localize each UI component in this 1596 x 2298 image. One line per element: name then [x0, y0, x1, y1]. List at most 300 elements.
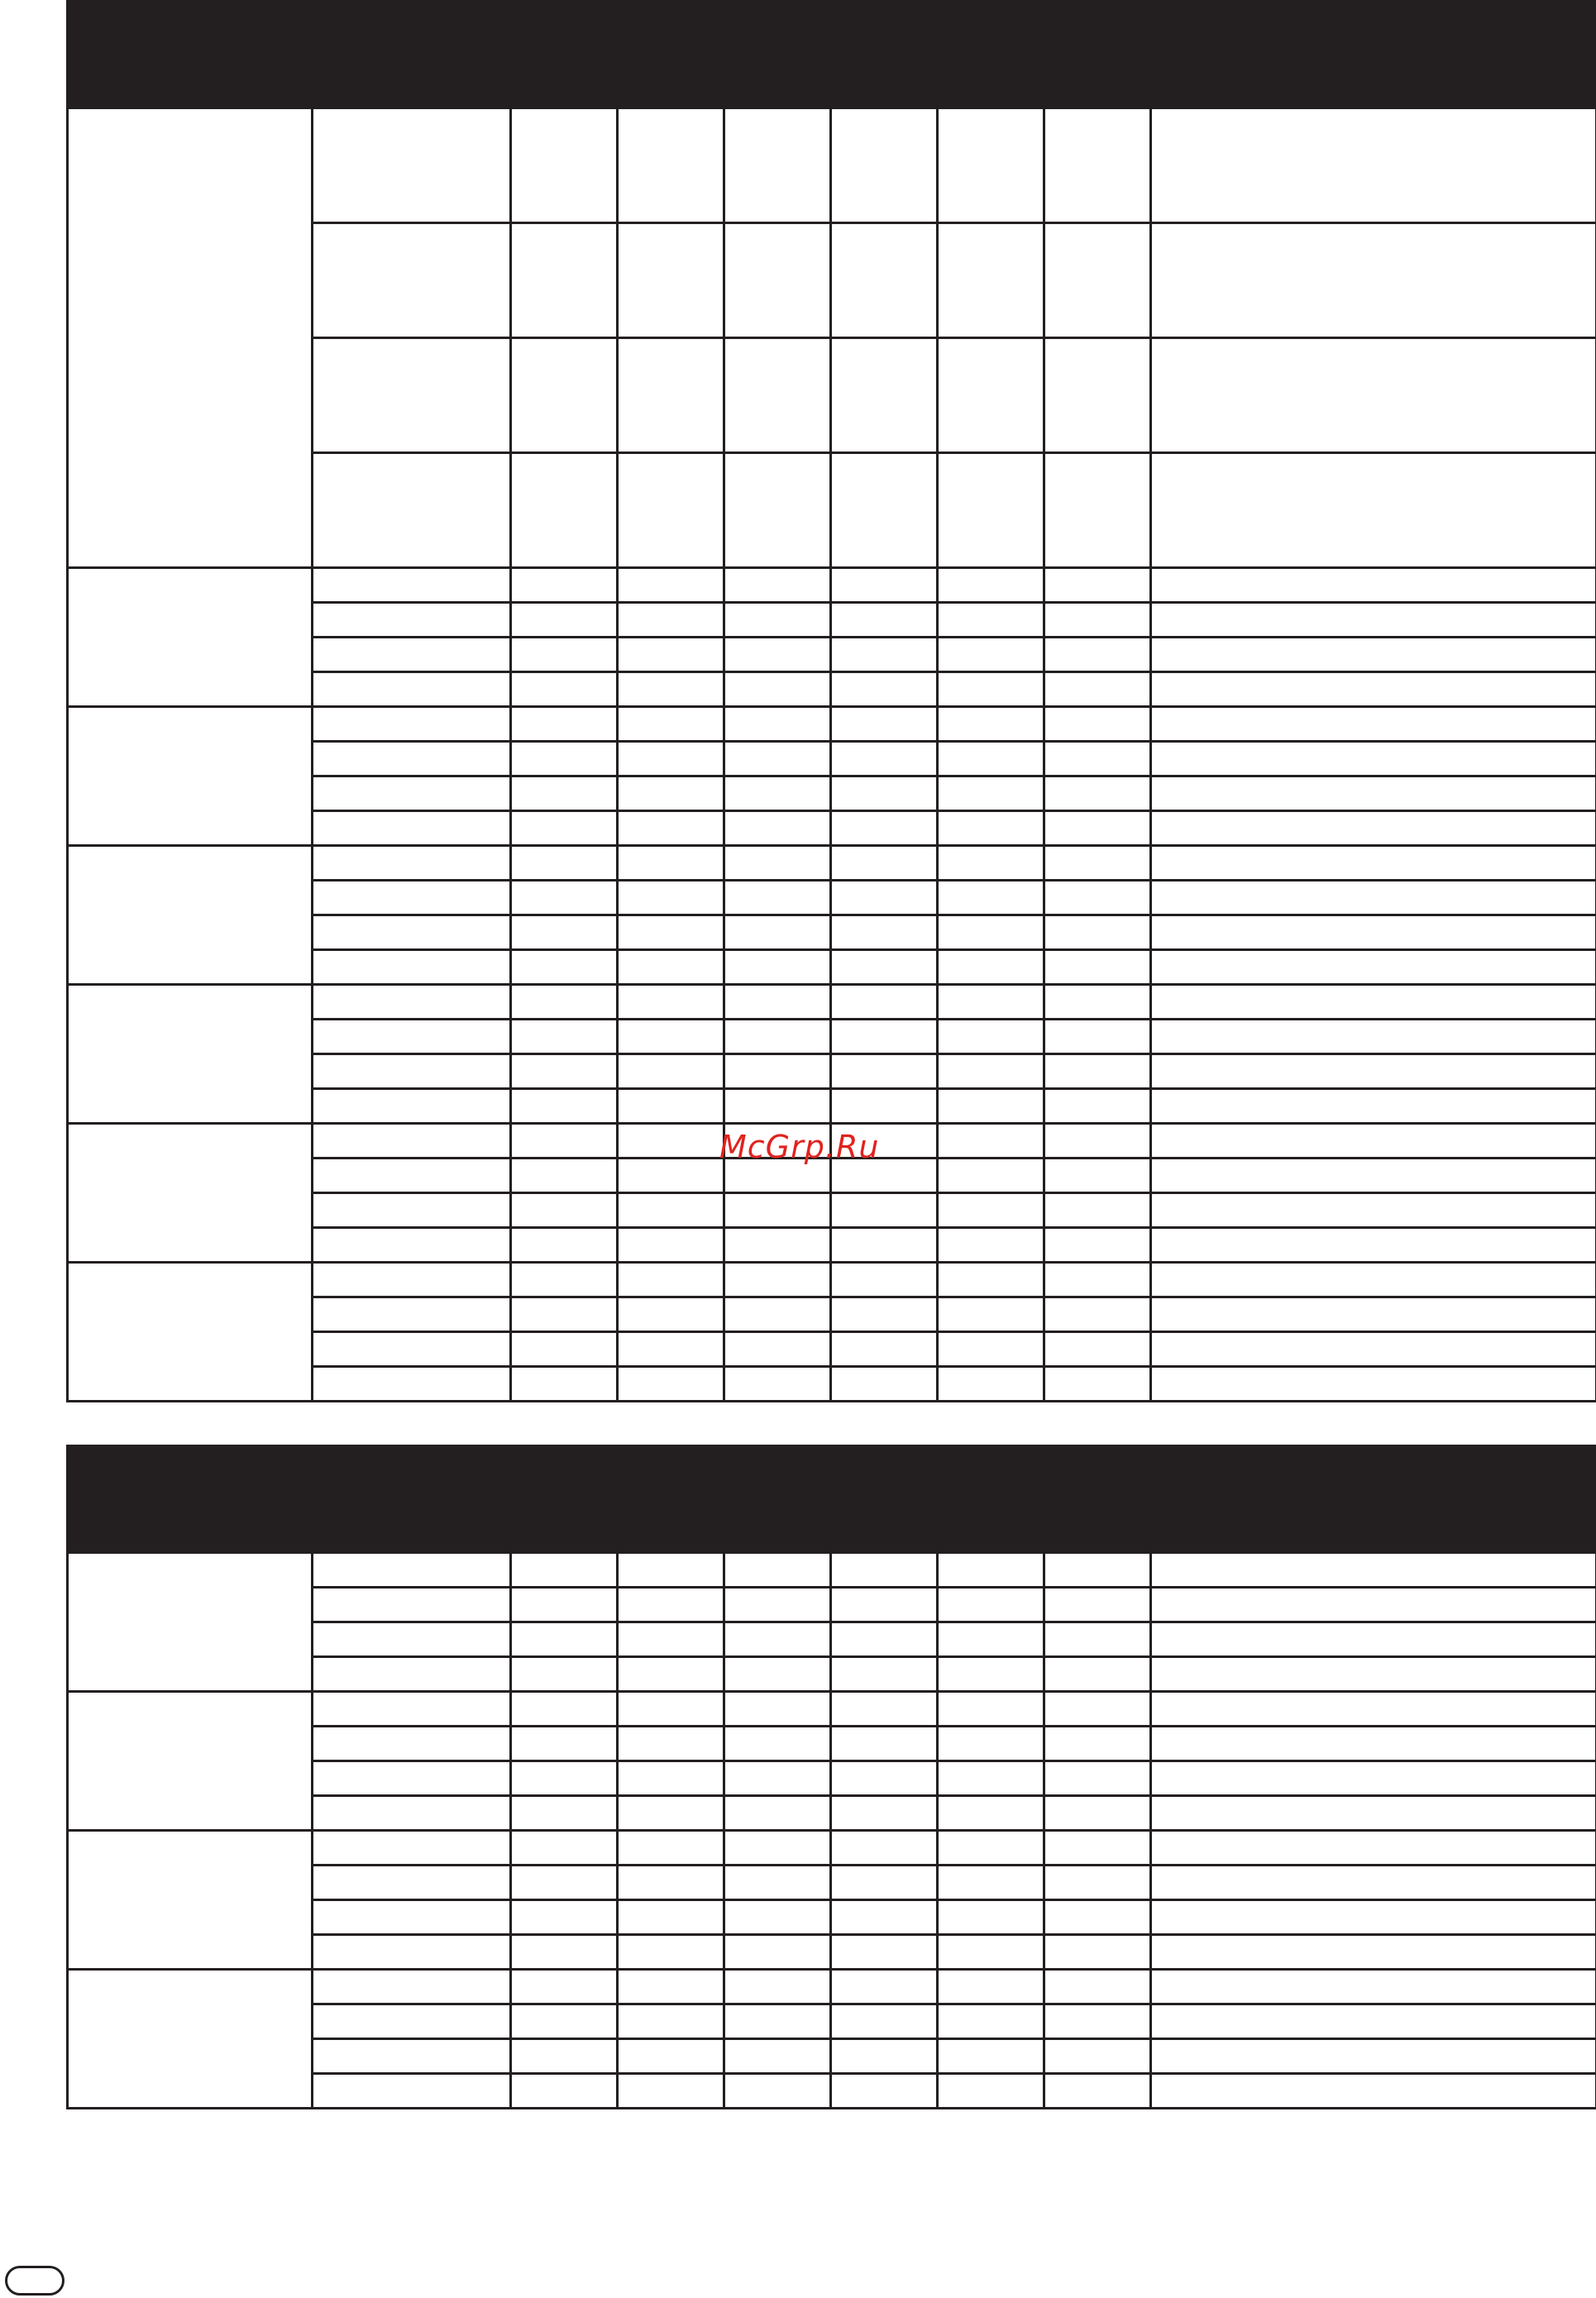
table-cell — [831, 1727, 938, 1761]
table-cell — [511, 1020, 618, 1054]
table-cell — [831, 1588, 938, 1622]
table-cell — [1151, 223, 1596, 338]
table-cell — [938, 1900, 1044, 1935]
table-cell — [313, 338, 511, 453]
table-cell — [511, 1588, 618, 1622]
table-cell — [511, 950, 618, 985]
table-cell — [618, 2074, 724, 2109]
table-cell — [1151, 1692, 1596, 1727]
table-cell — [938, 108, 1044, 223]
table-cell — [1044, 568, 1151, 603]
table-cell — [618, 1622, 724, 1657]
table-cell — [938, 1761, 1044, 1796]
table-cell — [618, 1657, 724, 1692]
table-cell — [313, 1228, 511, 1263]
table-cell — [1151, 811, 1596, 846]
table-1 — [66, 0, 1596, 1402]
table-cell — [511, 985, 618, 1020]
table-cell — [1044, 1935, 1151, 1970]
table-cell — [831, 1553, 938, 1588]
table-cell — [1151, 1159, 1596, 1193]
table-cell — [831, 638, 938, 672]
table-cell — [1151, 1622, 1596, 1657]
table-cell — [511, 453, 618, 568]
table-cell — [831, 707, 938, 742]
table-row — [68, 568, 1596, 603]
table-2-header-cell — [68, 1446, 511, 1553]
table-cell — [938, 985, 1044, 1020]
table-cell — [831, 811, 938, 846]
table-cell — [511, 1263, 618, 1297]
table-cell — [724, 1588, 831, 1622]
table-cell — [511, 707, 618, 742]
table-cell — [511, 846, 618, 881]
table-cell — [724, 1796, 831, 1831]
table-row — [68, 707, 1596, 742]
table-cell — [831, 1332, 938, 1367]
table-1-header-subgroup — [831, 41, 1151, 108]
table-cell — [511, 776, 618, 811]
table-row — [68, 108, 1596, 223]
table-cell — [1151, 108, 1596, 223]
table-2-header-subgroup — [831, 1485, 1151, 1553]
table-cell — [1151, 1761, 1596, 1796]
table-cell — [831, 915, 938, 950]
watermark: McGrp.Ru — [719, 1129, 880, 1165]
table-cell — [618, 223, 724, 338]
table-cell — [831, 1692, 938, 1727]
table-cell — [831, 1866, 938, 1900]
table-cell — [724, 1297, 831, 1332]
table-cell — [724, 1020, 831, 1054]
table-cell — [1044, 2039, 1151, 2074]
table-cell — [511, 1193, 618, 1228]
table-cell — [511, 2074, 618, 2109]
table-cell — [831, 985, 938, 1020]
table-cell — [511, 1866, 618, 1900]
table-cell — [618, 776, 724, 811]
table-cell — [1044, 881, 1151, 915]
table-cell — [938, 881, 1044, 915]
table-2-header-row — [68, 1446, 1596, 1485]
table-cell — [938, 1020, 1044, 1054]
table-cell — [1044, 742, 1151, 776]
table-cell — [724, 1193, 831, 1228]
table-cell — [724, 846, 831, 881]
table-1-header-cell — [68, 2, 511, 108]
table-cell — [724, 1935, 831, 1970]
table-cell — [1044, 776, 1151, 811]
table-cell — [313, 1831, 511, 1866]
table-group-cell — [68, 108, 313, 568]
table-cell — [1044, 1866, 1151, 1900]
table-cell — [1044, 915, 1151, 950]
table-cell — [724, 915, 831, 950]
table-cell — [1151, 1332, 1596, 1367]
table-cell — [831, 1900, 938, 1935]
table-cell — [1044, 1159, 1151, 1193]
table-cell — [618, 1935, 724, 1970]
table-1-header-cell — [1151, 2, 1596, 108]
table-cell — [313, 453, 511, 568]
table-cell — [313, 1159, 511, 1193]
table-cell — [511, 338, 618, 453]
table-2 — [66, 1445, 1596, 2109]
table-cell — [313, 742, 511, 776]
table-cell — [831, 1054, 938, 1089]
table-cell — [1151, 985, 1596, 1020]
table-cell — [724, 2074, 831, 2109]
table-cell — [1044, 950, 1151, 985]
table-cell — [1151, 881, 1596, 915]
table-cell — [724, 1332, 831, 1367]
table-cell — [938, 1228, 1044, 1263]
table-cell — [938, 1692, 1044, 1727]
table-cell — [1044, 453, 1151, 568]
table-cell — [724, 985, 831, 1020]
table-cell — [618, 707, 724, 742]
table-cell — [938, 1263, 1044, 1297]
table-cell — [618, 1588, 724, 1622]
table-cell — [831, 742, 938, 776]
table-cell — [511, 1228, 618, 1263]
table-cell — [1151, 1727, 1596, 1761]
table-cell — [831, 1831, 938, 1866]
table-cell — [313, 568, 511, 603]
table-cell — [313, 1727, 511, 1761]
table-cell — [618, 1263, 724, 1297]
table-cell — [313, 603, 511, 638]
table-cell — [724, 707, 831, 742]
table-cell — [313, 1553, 511, 1588]
table-cell — [1044, 707, 1151, 742]
table-cell — [1151, 603, 1596, 638]
table-cell — [313, 1866, 511, 1900]
table-cell — [938, 2074, 1044, 2109]
table-cell — [1151, 1796, 1596, 1831]
table-cell — [938, 568, 1044, 603]
table-cell — [831, 846, 938, 881]
table-group-cell — [68, 1553, 313, 1692]
table-cell — [511, 1761, 618, 1796]
table-cell — [313, 1332, 511, 1367]
table-2-header-subgroup — [511, 1485, 831, 1553]
table-cell — [313, 223, 511, 338]
table-cell — [1044, 1622, 1151, 1657]
table-cell — [831, 672, 938, 707]
table-cell — [313, 1657, 511, 1692]
table-cell — [831, 1935, 938, 1970]
table-cell — [938, 846, 1044, 881]
table-cell — [1044, 1761, 1151, 1796]
table-cell — [938, 1193, 1044, 1228]
table-cell — [724, 950, 831, 985]
table-cell — [938, 2004, 1044, 2039]
table-cell — [724, 1900, 831, 1935]
table-cell — [511, 1297, 618, 1332]
table-cell — [1151, 1553, 1596, 1588]
table-group-cell — [68, 985, 313, 1124]
table-cell — [1151, 568, 1596, 603]
table-cell — [313, 1970, 511, 2004]
table-cell — [724, 1263, 831, 1297]
table-cell — [618, 1124, 724, 1159]
table-cell — [618, 1866, 724, 1900]
table-cell — [724, 811, 831, 846]
table-cell — [1044, 1193, 1151, 1228]
table-group-cell — [68, 707, 313, 846]
table-cell — [511, 1727, 618, 1761]
table-cell — [511, 1124, 618, 1159]
table-cell — [1151, 453, 1596, 568]
table-cell — [831, 950, 938, 985]
table-cell — [938, 1727, 1044, 1761]
table-cell — [938, 2039, 1044, 2074]
table-cell — [724, 1866, 831, 1900]
table-cell — [313, 638, 511, 672]
table-cell — [618, 742, 724, 776]
table-cell — [313, 1054, 511, 1089]
table-cell — [831, 1622, 938, 1657]
table-cell — [313, 1761, 511, 1796]
table-cell — [1151, 1124, 1596, 1159]
table-group-cell — [68, 846, 313, 985]
table-cell — [724, 223, 831, 338]
table-cell — [1151, 1831, 1596, 1866]
table-cell — [313, 1367, 511, 1402]
table-cell — [511, 1089, 618, 1124]
table-cell — [1151, 1657, 1596, 1692]
table-cell — [1044, 672, 1151, 707]
table-group-cell — [68, 1831, 313, 1970]
table-cell — [938, 776, 1044, 811]
table-cell — [724, 1970, 831, 2004]
table-cell — [1151, 1228, 1596, 1263]
table-cell — [724, 742, 831, 776]
table-cell — [618, 2004, 724, 2039]
table-cell — [618, 1159, 724, 1193]
table-cell — [938, 1054, 1044, 1089]
table-cell — [938, 1159, 1044, 1193]
table-cell — [618, 1900, 724, 1935]
table-row — [68, 1692, 1596, 1727]
table-cell — [618, 338, 724, 453]
table-cell — [724, 1831, 831, 1866]
table-cell — [1044, 811, 1151, 846]
table-cell — [511, 742, 618, 776]
table-cell — [618, 1796, 724, 1831]
table-cell — [313, 1900, 511, 1935]
table-cell — [938, 1831, 1044, 1866]
table-cell — [1044, 1297, 1151, 1332]
table-cell — [511, 1935, 618, 1970]
table-cell — [724, 776, 831, 811]
table-cell — [1044, 1054, 1151, 1089]
table-cell — [618, 1970, 724, 2004]
table-cell — [511, 1332, 618, 1367]
table-cell — [1044, 1020, 1151, 1054]
table-cell — [724, 1553, 831, 1588]
table-cell — [1151, 1900, 1596, 1935]
table-cell — [1151, 2074, 1596, 2109]
table-cell — [724, 1692, 831, 1727]
table-cell — [724, 638, 831, 672]
table-cell — [1044, 1089, 1151, 1124]
table-cell — [831, 1297, 938, 1332]
table-cell — [1151, 1089, 1596, 1124]
table-1-header-row — [68, 2, 1596, 41]
table-cell — [313, 1297, 511, 1332]
table-cell — [511, 1622, 618, 1657]
table-cell — [724, 672, 831, 707]
table-cell — [831, 776, 938, 811]
table-cell — [618, 1193, 724, 1228]
table-cell — [618, 985, 724, 1020]
table-cell — [511, 672, 618, 707]
table-cell — [831, 1796, 938, 1831]
table-cell — [831, 881, 938, 915]
table-cell — [724, 453, 831, 568]
table-cell — [313, 915, 511, 950]
table-cell — [1044, 1727, 1151, 1761]
table-2-header-group — [511, 1446, 1151, 1485]
table-cell — [1151, 2004, 1596, 2039]
table-cell — [511, 915, 618, 950]
table-row — [68, 1263, 1596, 1297]
table-cell — [1151, 742, 1596, 776]
table-cell — [1151, 1193, 1596, 1228]
table-cell — [618, 1367, 724, 1402]
table-cell — [938, 638, 1044, 672]
table-cell — [511, 603, 618, 638]
table-cell — [938, 742, 1044, 776]
table-cell — [511, 1657, 618, 1692]
table-cell — [313, 776, 511, 811]
table-cell — [313, 1020, 511, 1054]
table-cell — [618, 1332, 724, 1367]
table-cell — [511, 108, 618, 223]
table-cell — [1151, 1020, 1596, 1054]
table-cell — [724, 1727, 831, 1761]
table-cell — [724, 2004, 831, 2039]
table-cell — [313, 1263, 511, 1297]
table-cell — [313, 1193, 511, 1228]
table-cell — [511, 1553, 618, 1588]
table-cell — [938, 707, 1044, 742]
table-cell — [511, 881, 618, 915]
table-cell — [831, 453, 938, 568]
table-row — [68, 1553, 1596, 1588]
table-cell — [618, 1228, 724, 1263]
table-cell — [1044, 1831, 1151, 1866]
table-cell — [1044, 1692, 1151, 1727]
table-cell — [1044, 985, 1151, 1020]
table-cell — [511, 1054, 618, 1089]
table-row — [68, 985, 1596, 1020]
table-cell — [938, 453, 1044, 568]
table-cell — [313, 950, 511, 985]
table-cell — [831, 568, 938, 603]
table-cell — [618, 672, 724, 707]
table-cell — [938, 1297, 1044, 1332]
table-cell — [831, 1020, 938, 1054]
table-cell — [618, 568, 724, 603]
table-cell — [938, 1935, 1044, 1970]
table-cell — [1151, 2039, 1596, 2074]
table-cell — [724, 1054, 831, 1089]
table-cell — [618, 108, 724, 223]
table-cell — [1151, 1263, 1596, 1297]
table-cell — [831, 2039, 938, 2074]
table-cell — [313, 1692, 511, 1727]
table-cell — [313, 1796, 511, 1831]
table-cell — [1151, 1866, 1596, 1900]
table-cell — [938, 1124, 1044, 1159]
table-cell — [724, 603, 831, 638]
table-cell — [938, 338, 1044, 453]
table-cell — [938, 1622, 1044, 1657]
table-cell — [1044, 338, 1151, 453]
table-cell — [831, 2004, 938, 2039]
table-cell — [1151, 1970, 1596, 2004]
table-cell — [618, 1553, 724, 1588]
table-cell — [724, 1089, 831, 1124]
table-cell — [511, 1900, 618, 1935]
table-cell — [511, 223, 618, 338]
table-cell — [938, 950, 1044, 985]
table-cell — [1044, 1970, 1151, 2004]
table-cell — [313, 1124, 511, 1159]
table-cell — [313, 811, 511, 846]
table-cell — [831, 1193, 938, 1228]
table-cell — [1151, 846, 1596, 881]
table-cell — [724, 881, 831, 915]
table-cell — [1044, 1657, 1151, 1692]
table-cell — [1044, 2074, 1151, 2109]
table-cell — [938, 1367, 1044, 1402]
table-cell — [724, 568, 831, 603]
table-2-short-groups — [68, 1553, 1596, 2109]
table-group-cell — [68, 1970, 313, 2109]
table-cell — [511, 1831, 618, 1866]
table-cell — [938, 1866, 1044, 1900]
table-cell — [313, 108, 511, 223]
table-cell — [313, 1588, 511, 1622]
table-cell — [313, 2039, 511, 2074]
table-cell — [1044, 1796, 1151, 1831]
table-cell — [618, 1054, 724, 1089]
table-2-header-cell — [1151, 1446, 1596, 1553]
table-cell — [831, 1228, 938, 1263]
table-cell — [313, 2004, 511, 2039]
table-1-header-subgroup — [511, 41, 831, 108]
table-cell — [313, 707, 511, 742]
table-cell — [831, 108, 938, 223]
table-cell — [724, 108, 831, 223]
table-cell — [618, 1020, 724, 1054]
table-cell — [511, 2039, 618, 2074]
table-cell — [1151, 672, 1596, 707]
table-cell — [1151, 707, 1596, 742]
table-1-short-groups — [68, 568, 1596, 1402]
table-cell — [1151, 338, 1596, 453]
table-cell — [1151, 776, 1596, 811]
table-cell — [1044, 1263, 1151, 1297]
table-group-cell — [68, 1263, 313, 1402]
table-cell — [1151, 638, 1596, 672]
table-group-cell — [68, 1692, 313, 1831]
table-cell — [724, 1622, 831, 1657]
